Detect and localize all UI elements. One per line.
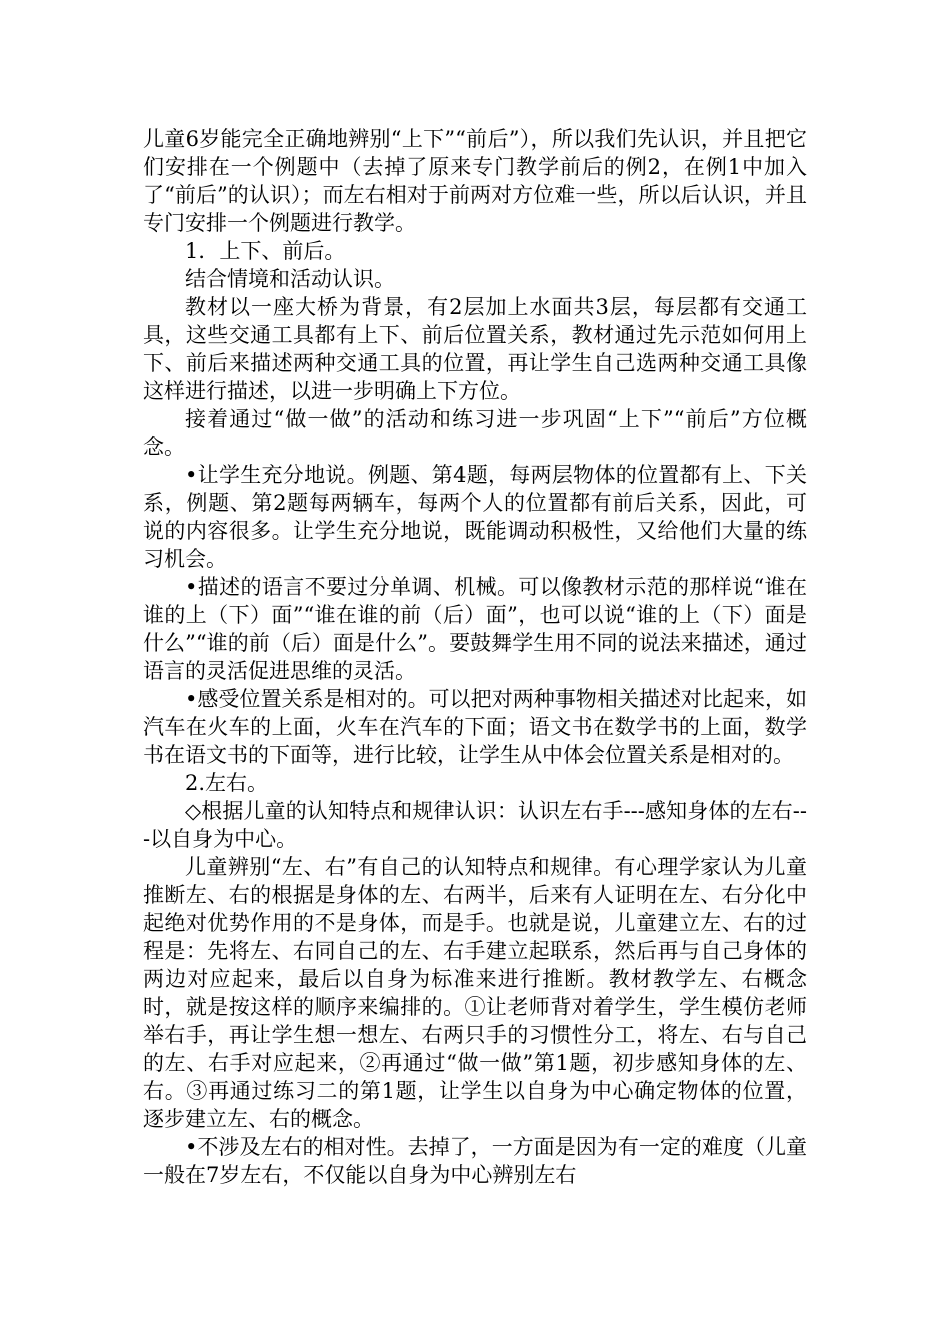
paragraph: 儿童6岁能完全正确地辨别“上下”“前后”），所以我们先认识，并且把它们安排在一个例题中（去掉了原来专门教学前后的例2，在例1中加入了“前后”的认识）；而左右相对于前两对方位难一些，所以后认识，并且专门安排一个例题进行教学。: [143, 127, 807, 235]
bullet-paragraph: •让学生充分地说。例题、第4题，每两层物体的位置都有上、下关系，例题、第2题每两辆车，每两个人的位置都有前后关系，因此，可说的内容很多。让学生充分地说，既能调动积极性，又给他们大量的练习机会。: [143, 463, 807, 571]
paragraph: 接着通过“做一做”的活动和练习进一步巩固“上下”“前后”方位概念。: [143, 407, 807, 459]
bullet-paragraph: •描述的语言不要过分单调、机械。可以像教材示范的那样说“谁在谁的上（下）面”“谁在谁的前（后）面”，也可以说“谁的上（下）面是什么”“谁的前（后）面是什么”。要鼓舞学生用不同的说法来描述，通过语言的灵活促进思维的灵活。: [143, 575, 807, 683]
paragraph: ◇根据儿童的认知特点和规律认识：认识左右手---感知身体的左右---以自身为中心。: [143, 799, 807, 851]
paragraph: 结合情境和活动认识。: [185, 267, 395, 291]
section-heading-left-right: 2.左右。: [185, 771, 269, 795]
document-page: [143, 125, 807, 1189]
paragraph: 教材以一座大桥为背景，有2层加上水面共3层，每层都有交通工具，这些交通工具都有上下、前后位置关系，教材通过先示范如何用上下、前后来描述两种交通工具的位置，再让学生自己选两种交通工具像这样进行描述，以进一步明确上下方位。: [143, 295, 807, 403]
bullet-paragraph: •感受位置关系是相对的。可以把对两种事物相关描述对比起来，如汽车在火车的上面，火车在汽车的下面；语文书在数学书的上面，数学书在语文书的下面等，进行比较，让学生从中体会位置关系是相对的。: [143, 687, 807, 767]
bullet-paragraph: •不涉及左右的相对性。去掉了，一方面是因为有一定的难度（儿童一般在7岁左右，不仅能以自身为中心辨别左右: [143, 1135, 807, 1187]
section-heading-up-down-front-back: 1．上下、前后。: [185, 239, 346, 263]
paragraph: 儿童辨别“左、右”有自己的认知特点和规律。有心理学家认为儿童推断左、右的根据是身体的左、右两半，后来有人证明在左、右分化中起绝对优势作用的不是身体，而是手。也就是说，儿童建立左、右的过程是：先将左、右同自己的左、右手建立起联系，然后再与自己身体的两边对应起来，最后以自身为标准来进行推断。教材教学左、右概念时，就是按这样的顺序来编排的。①让老师背对着学生，学生模仿老师举右手，再让学生想一想左、右两只手的习惯性分工，将左、右与自己的左、右手对应起来，②再通过“做一做”第1题，初步感知身体的左、右。③再通过练习二的第1题，让学生以自身为中心确定物体的位置，逐步建立左、右的概念。: [143, 855, 807, 1131]
